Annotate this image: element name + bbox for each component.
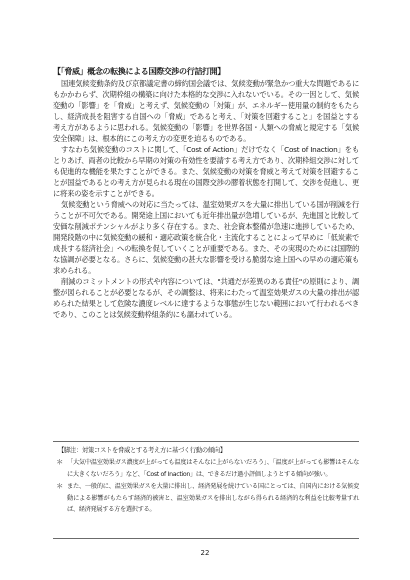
paragraph-2: すなわち気候変動のコストに関して、「Cost of Action」だけでなく「Cost of Inaction」をもとりあげ、両者の比較から早期の対策の有効性を要請する考え方であり、次期枠組交渉に対しても促進的な機能を果たすことができる。また、気候変動の対策を脅威と考えて対策を回避することが国益であるとの考え方が見られる現在の国際交渉の膠着状態を打開して、交渉を促進し、更に将来の姿を示すことができる。: [53, 145, 359, 198]
footnote-box: [53, 441, 359, 539]
asterisk-bullet: ＊: [56, 482, 63, 490]
asterisk-bullet: ＊: [56, 458, 63, 466]
footnote-item-text: また、一般的に、温室効果ガスを大量に排出し、経済発展を続けている国にとっては、自国内における気候変動による影響がもたらす経済的被害と、温室効果ガスを排出しながら得られる経済的な利益を比較考量すれば、経済発展する方を選択する。: [67, 483, 359, 513]
footnote-item-text: 「大気中温室効果ガス濃度が上がっても温度はそんなに上がらないだろう」、「温度が上がっても影響はそんなに大きくないだろう」など、「Cost of Inaction」は、できるだけ過小評価しようとする傾向が強い。: [67, 459, 359, 478]
footnote-title: 【脚注：対策コストを脅威とする考え方に基づく行動の傾向】: [58, 447, 226, 454]
paragraph-3: 気候変動という脅威への対応に当たっては、温室効果ガスを大量に排出している国が削減を行うことが不可欠である。開発途上国においても近年排出量が急増しているが、先進国と比較して安価な削減ポテンシャルがより多く存在する。また、社会資本整備が急速に進捗しているため、開発段階の中に気候変動の緩和・適応政策を統合化・主流化することによって早めに「低炭素で成長する経済社会」への転換を促していくことが重要である。また、その実現のためには国際的な協調が必要となる。さらに、気候変動の甚大な影響を受ける脆弱な途上国への早めの適応策も求められる。: [53, 200, 359, 275]
paragraph-1: 国連気候変動条約及び京都議定書の締約国会議では、気候変動が緊急かつ重大な問題であるにもかかわらず、次期枠組の構築に向けた本格的な交渉に入れないでいる。その一因として、気候変動の「影響」を「脅威」と考えず、気候変動の「対策」が、エネルギー使用量の制約をもたらし、経済成長を阻害する自国への「脅威」であると考え、「対策を回避すること」を国益とする考え方があるように思われる。気候変動の「影響」を世界各国・人類への脅威と規定する「気候安全保障」は、根本的にこの考え方の変更を迫るものである。: [53, 79, 359, 143]
main-content: [53, 66, 359, 320]
paragraph-4: 削減のコミットメントの形式や内容については、"共通だが差異のある責任"の原則により、調整が図られることが必要となるが、その調整は、将来にわたって温室効果ガスの大量の排出が認められた結果として危険な濃度レベルに達するような事態が生じない範囲において行われるべきであり、このことは気候変動枠組条約にも謳われている。: [53, 277, 359, 319]
section-heading: 【「脅威」概念の転換による国際交渉の行詰打開】: [53, 67, 225, 76]
footnote-item: [53, 457, 359, 480]
footnote-item: [53, 481, 359, 516]
page-number: 22: [200, 549, 210, 557]
